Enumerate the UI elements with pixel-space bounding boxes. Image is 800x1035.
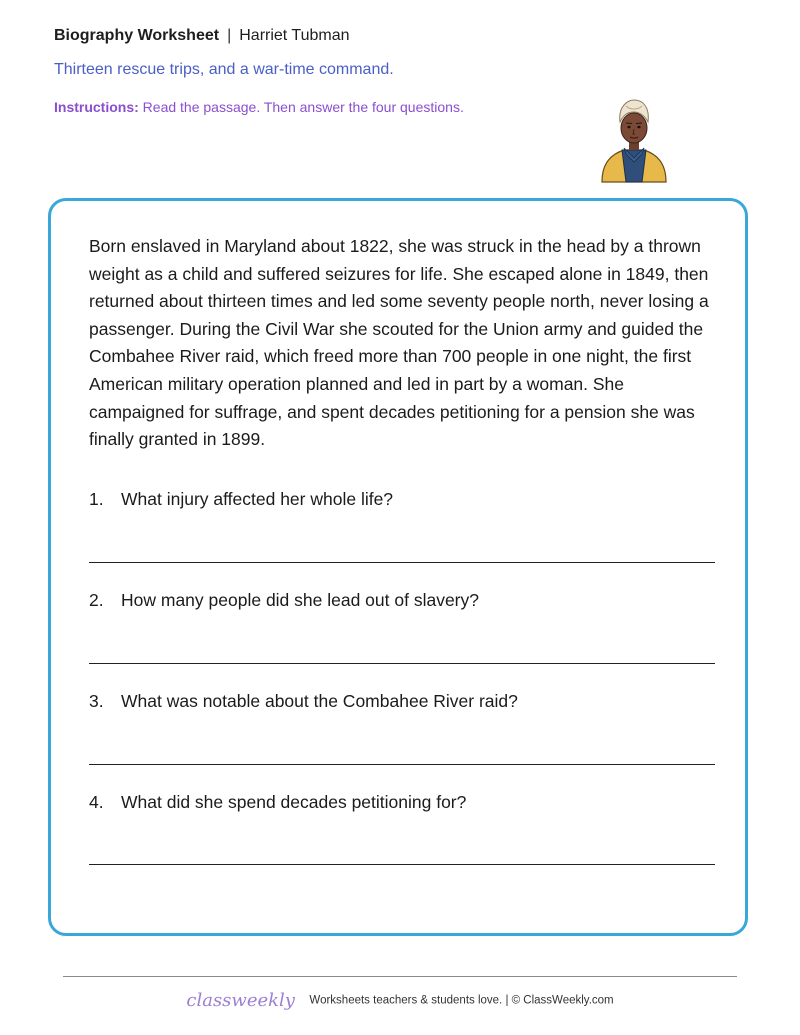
worksheet-subject: Harriet Tubman — [239, 27, 350, 44]
header-separator: | — [227, 27, 232, 44]
footer-divider — [63, 976, 737, 977]
question-text: How many people did she lead out of slavery? — [121, 590, 479, 610]
worksheet-type: Biography Worksheet — [54, 27, 220, 44]
instructions-label: Instructions: — [54, 99, 139, 115]
question-4 — [89, 791, 466, 813]
reading-passage: Born enslaved in Maryland about 1822, she was struck in the head by a thrown weight as a child and suffered seizures for life. She escaped alone in 1849, then returned about thirteen times and led some seventy people north, never losing a passenger. During the Civil War she scouted for the Union army and guided the Combahee River raid, which freed more than 700 people in one night, the first American military operation planned and led in part by a woman. She campaigned for suffrage, and spent decades petitioning for a pension she was finally granted in 1899. — [89, 236, 709, 450]
question-2 — [89, 589, 479, 611]
reading-card — [48, 198, 748, 936]
answer-line-2[interactable] — [89, 663, 715, 664]
instructions — [54, 98, 464, 116]
question-number: 1. — [89, 489, 104, 509]
footer-tagline: Worksheets teachers & students love. | © ClassWeekly.com — [309, 994, 614, 1007]
footer — [0, 990, 800, 1011]
instructions-text: Read the passage. Then answer the four questions. — [142, 99, 464, 115]
question-3 — [89, 690, 518, 712]
question-number: 4. — [89, 792, 104, 812]
worksheet-header — [54, 26, 350, 46]
worksheet-subtitle: Thirteen rescue trips, and a war-time command. — [54, 61, 394, 78]
answer-line-4[interactable] — [89, 864, 715, 865]
question-number: 2. — [89, 590, 104, 610]
question-text: What was notable about the Combahee River raid? — [121, 691, 518, 711]
answer-line-1[interactable] — [89, 562, 715, 563]
question-text: What did she spend decades petitioning for? — [121, 792, 467, 812]
question-1 — [89, 488, 393, 510]
portrait-illustration-icon — [598, 92, 670, 184]
answer-line-3[interactable] — [89, 764, 715, 765]
question-text: What injury affected her whole life? — [121, 489, 394, 509]
question-number: 3. — [89, 691, 104, 711]
brand-logo: classweekly — [186, 990, 295, 1011]
